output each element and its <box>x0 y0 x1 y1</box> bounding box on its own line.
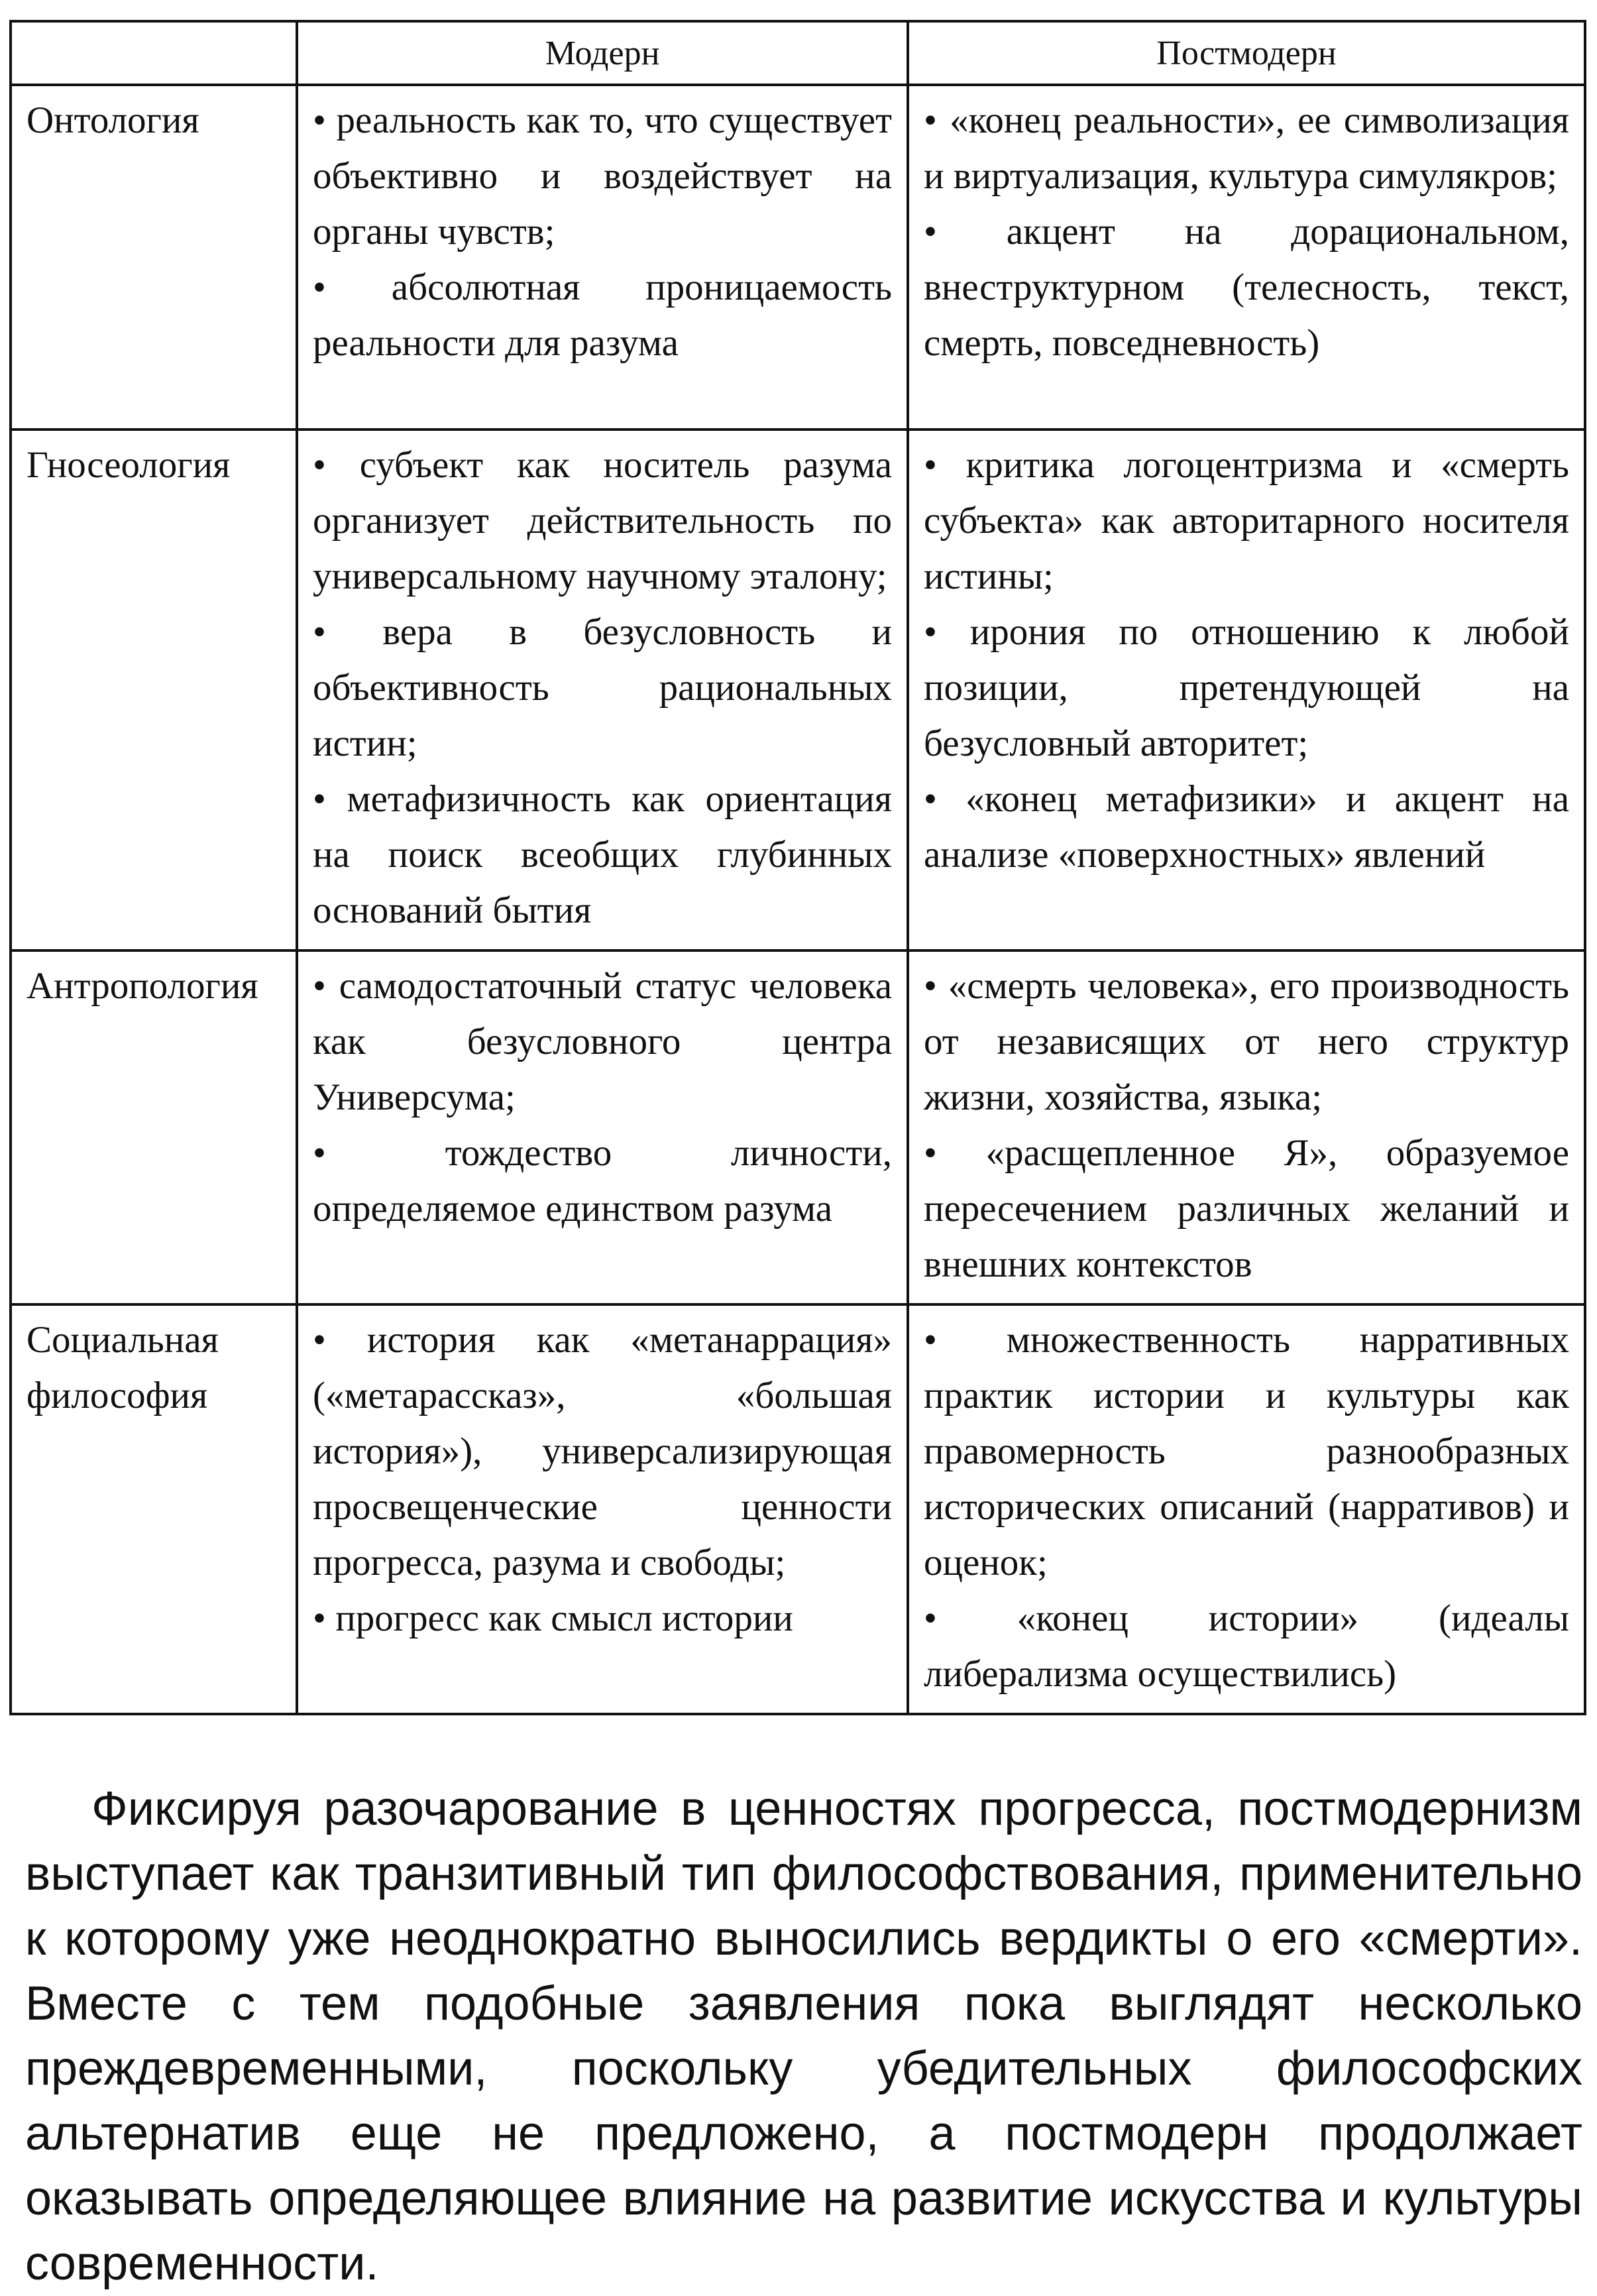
list-item: • история как «метанаррация» («метарассказ», «большая история»), универсализирующая просвещенческие ценности прогресса, разума и свободы; <box>313 1319 892 1583</box>
row-label: Социальная философия <box>11 1304 297 1714</box>
modern-cell <box>297 430 908 950</box>
comparison-table <box>9 20 1586 1715</box>
list-item: • акцент на дорациональном, внеструктурном (телесность, текст, смерть, повседневность) <box>924 211 1569 364</box>
header-modern: Модерн <box>297 21 908 85</box>
list-item: • вера в безусловность и объективность рациональных истин; <box>313 611 892 764</box>
modern-cell <box>297 85 908 430</box>
table-row <box>11 85 1585 430</box>
body-paragraph: Фиксируя разочарование в ценностях прогресса, постмодернизм выступает как транзитивный тип философствования, применительно к которому уже неоднократно выносились вердикты о его «смерти». Вместе с тем подобные заявления пока выглядят несколько преждевременными, поскольку убедительных философских альтернатив еще не предложено, а постмодерн продолжает оказывать определяющее влияние на развитие искусства и культуры современности. <box>25 1782 1582 2290</box>
modern-cell <box>297 1304 908 1714</box>
list-item: • абсолютная проницаемость реальности для разума <box>313 266 892 364</box>
list-item: • самодостаточный статус человека как безусловного центра Универсума; <box>313 965 892 1118</box>
list-item: • критика логоцентризма и «смерть субъекта» как авторитарного носителя истины; <box>924 444 1569 597</box>
table-row <box>11 430 1585 950</box>
header-postmodern: Постмодерн <box>908 21 1585 85</box>
postmodern-cell <box>908 1304 1585 1714</box>
row-label: Антропология <box>11 950 297 1304</box>
list-item: • прогресс как смысл истории <box>313 1597 793 1639</box>
page <box>9 20 1584 1715</box>
row-label: Онтология <box>11 85 297 430</box>
list-item: • «смерть человека», его производность от независящих от него структур жизни, хозяйства, языка; <box>924 965 1569 1118</box>
postmodern-cell <box>908 85 1585 430</box>
list-item: • «конец истории» (идеалы либерализма осуществились) <box>924 1597 1569 1695</box>
row-label: Гносеология <box>11 430 297 950</box>
header-empty <box>11 21 297 85</box>
list-item: • «конец метафизики» и акцент на анализе «поверхностных» явлений <box>924 778 1569 876</box>
list-item: • «конец реальности», ее символизация и виртуализация, культура симулякров; <box>924 99 1569 197</box>
list-item: • ирония по отношению к любой позиции, претендующей на безусловный авторитет; <box>924 611 1569 764</box>
postmodern-cell <box>908 950 1585 1304</box>
list-item: • метафизичность как ориентация на поиск всеобщих глубинных оснований бытия <box>313 778 892 931</box>
table-row <box>11 950 1585 1304</box>
list-item: • множественность нарративных практик истории и культуры как правомерность разнообразных исторических описаний (нарративов) и оценок; <box>924 1319 1569 1583</box>
list-item: • тождество личности, определяемое единством разума <box>313 1132 892 1230</box>
list-item: • «расщепленное Я», образуемое пересечением различных желаний и внешних контекстов <box>924 1132 1569 1285</box>
table-row <box>11 1304 1585 1714</box>
table-header-row <box>11 21 1585 85</box>
list-item: • субъект как носитель разума организует действительность по универсальному научному эталону; <box>313 444 892 597</box>
modern-cell <box>297 950 908 1304</box>
postmodern-cell <box>908 430 1585 950</box>
list-item: • реальность как то, что существует объективно и воздействует на органы чувств; <box>313 99 892 253</box>
